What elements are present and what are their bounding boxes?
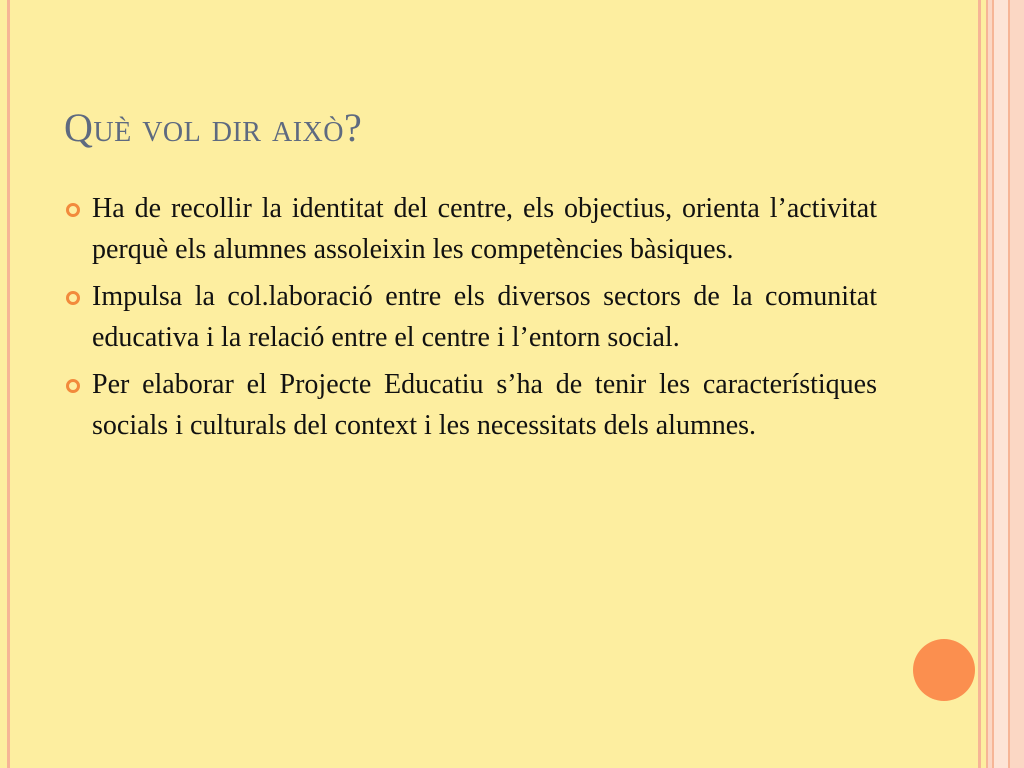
bullet-item bbox=[64, 188, 877, 270]
bullet-icon bbox=[66, 203, 80, 217]
bullet-icon bbox=[66, 291, 80, 305]
left-border-decoration bbox=[0, 0, 10, 768]
bullet-item bbox=[64, 276, 877, 358]
bullet-item bbox=[64, 364, 877, 446]
bullet-icon bbox=[66, 379, 80, 393]
bullet-list bbox=[64, 188, 877, 452]
orange-circle-decoration bbox=[913, 639, 975, 701]
bullet-text: Impulsa la col.laboració entre els diversos sectors de la comunitat educativa i la relació entre el centre i l’entorn social. bbox=[92, 281, 877, 353]
slide-title: Què vol dir això? bbox=[64, 105, 363, 150]
right-stripes-decoration bbox=[978, 0, 1024, 768]
bullet-text: Per elaborar el Projecte Educatiu s’ha de tenir les característiques socials i culturals del context i les necessitats dels alumnes. bbox=[92, 369, 877, 441]
bullet-text: Ha de recollir la identitat del centre, els objectius, orienta l’activitat perquè els alumnes assoleixin les competències bàsiques. bbox=[92, 193, 877, 265]
